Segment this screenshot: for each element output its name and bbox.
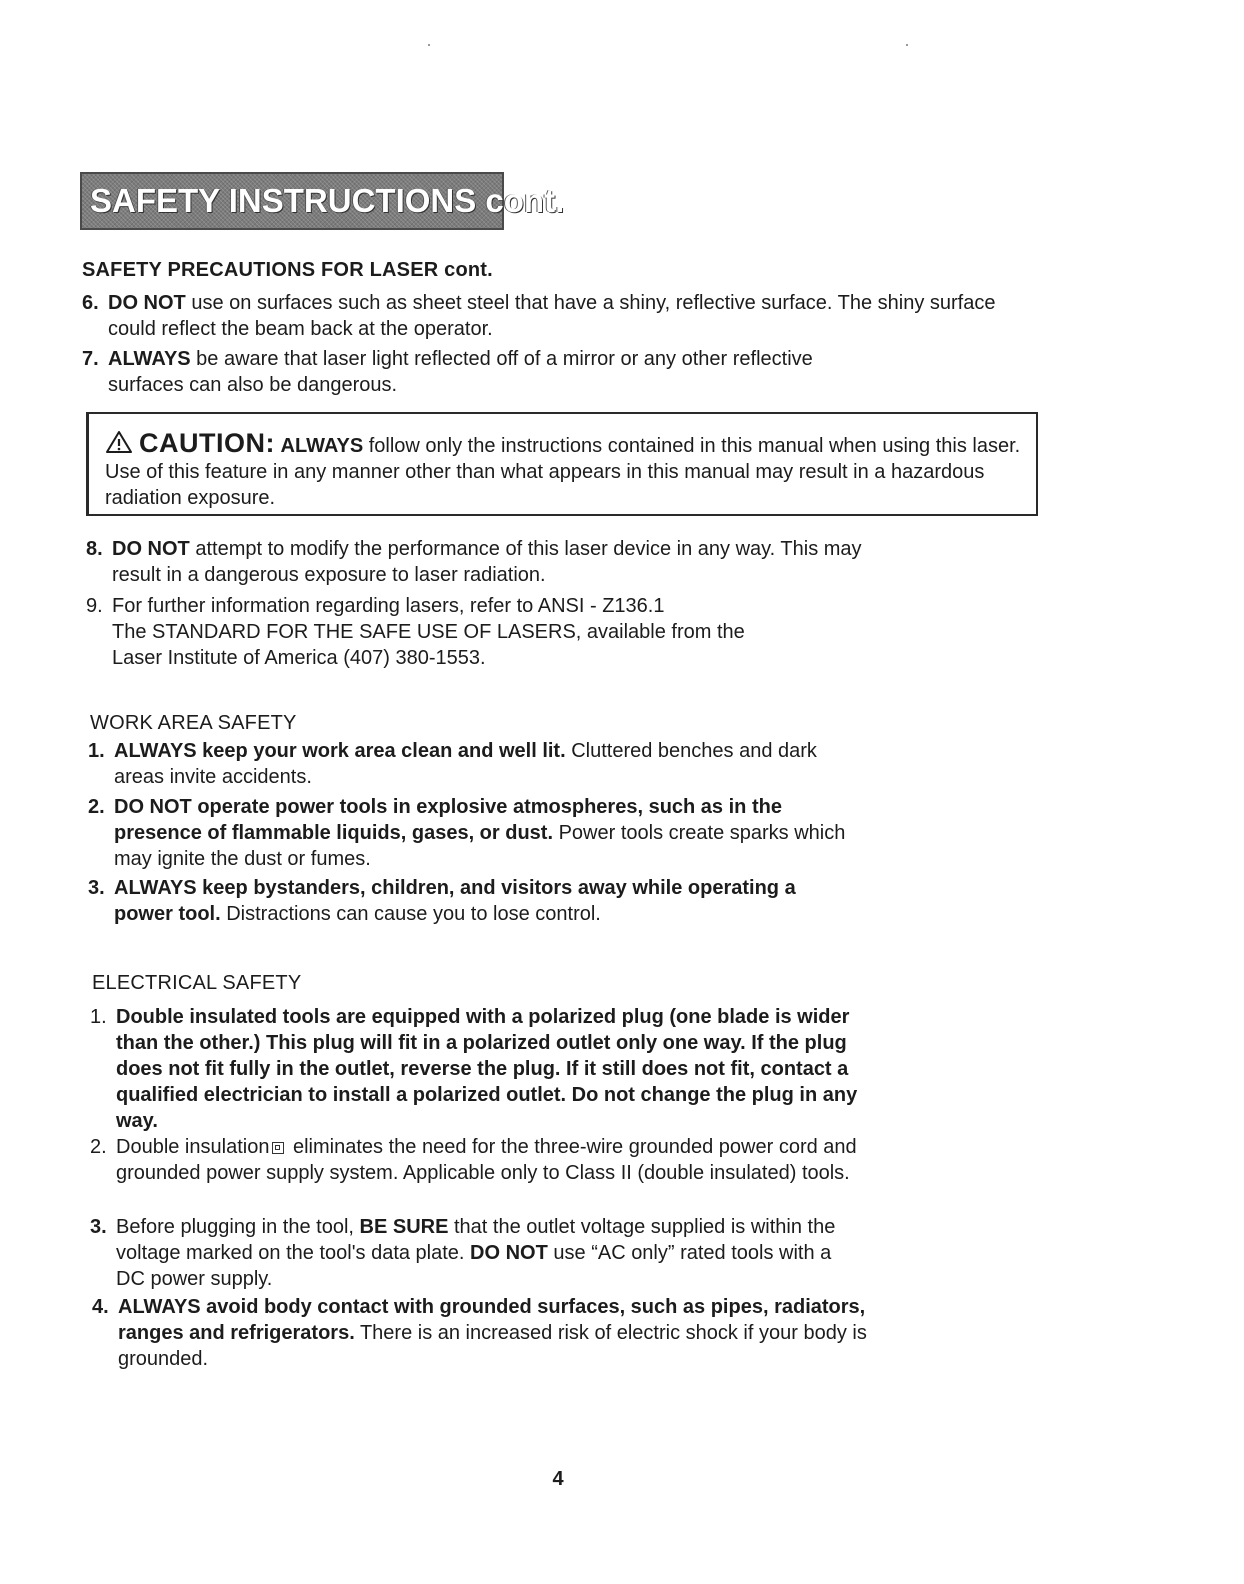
- item-text: be aware that laser light reflected off of a mirror or any other reflective surfaces can also be dangerous.: [108, 348, 813, 396]
- item-number: 9.: [86, 595, 103, 617]
- electrical-heading: ELECTRICAL SAFETY: [92, 972, 302, 994]
- item-lead: ALWAYS: [108, 348, 191, 370]
- item-text: There is an increased risk of electric shock if your body is grounded.: [118, 1322, 867, 1370]
- scan-speck: [906, 44, 908, 46]
- banner-title: SAFETY INSTRUCTIONS cont.: [90, 182, 565, 219]
- item-number: 8.: [86, 538, 103, 560]
- work-area-heading: WORK AREA SAFETY: [90, 712, 297, 734]
- item-bold: ALWAYS keep bystanders, children, and visitors away while operating a power tool.: [114, 877, 796, 925]
- caution-box: [86, 412, 1038, 516]
- laser-section-heading: SAFETY PRECAUTIONS FOR LASER cont.: [82, 259, 493, 281]
- item-bold: DO NOT operate power tools in explosive atmospheres, such as in the presence of flammable liquids, gases, or dust.: [114, 796, 782, 844]
- list-item: [86, 536, 876, 588]
- item-bold: ALWAYS keep your work area clean and well lit.: [114, 740, 566, 762]
- item-text: that the outlet voltage supplied is within the voltage marked on the tool's data plate.: [116, 1216, 836, 1264]
- item-text-line: Laser Institute of America (407) 380-1553.: [112, 647, 486, 669]
- list-item: [82, 290, 1022, 342]
- list-item: [88, 794, 858, 872]
- item-lead: DO NOT: [470, 1242, 548, 1264]
- item-lead: DO NOT: [108, 292, 186, 314]
- double-insulation-symbol-icon: [272, 1142, 284, 1154]
- item-text: attempt to modify the performance of this laser device in any way. This may result in a dangerous exposure to laser radiation.: [112, 538, 862, 586]
- item-number: 2.: [90, 1136, 107, 1158]
- item-text: use on surfaces such as sheet steel that have a shiny, reflective surface. The shiny surface could reflect the beam back at the operator.: [108, 292, 996, 340]
- item-number: 1.: [88, 740, 105, 762]
- list-item: [88, 738, 868, 790]
- list-item: [92, 1294, 872, 1372]
- item-text: Cluttered benches and dark areas invite accidents.: [114, 740, 817, 788]
- list-item: [90, 1214, 850, 1292]
- page-number: 4: [552, 1468, 564, 1490]
- list-item: [82, 346, 842, 398]
- item-number: 3.: [88, 877, 105, 899]
- caution-label: CAUTION:: [139, 428, 275, 458]
- item-text: use “AC only” rated tools with a DC power supply.: [116, 1242, 832, 1290]
- item-bold: ALWAYS avoid body contact with grounded surfaces, such as pipes, radiators, ranges and refrigerators.: [118, 1296, 866, 1344]
- list-item: [90, 1134, 860, 1186]
- item-text-line: For further information regarding lasers, refer to ANSI - Z136.1: [112, 595, 665, 617]
- item-number: 3.: [90, 1216, 107, 1238]
- warning-triangle-icon: [105, 430, 133, 454]
- item-text: eliminates the need for the three-wire grounded power cord and grounded power supply system. Applicable only to Class II (double insulated) tools.: [116, 1136, 857, 1184]
- item-lead: BE SURE: [359, 1216, 449, 1238]
- list-item: [90, 1004, 860, 1134]
- item-text: Double insulation: [116, 1136, 270, 1158]
- caution-lead: ALWAYS: [280, 435, 364, 457]
- item-number: 7.: [82, 348, 99, 370]
- item-text: Power tools create sparks which may ignite the dust or fumes.: [114, 822, 846, 870]
- item-text: Before plugging in the tool,: [116, 1216, 360, 1238]
- item-bold: Double insulated tools are equipped with a polarized plug (one blade is wider than the other.) This plug will fit in a polarized outlet only one way. If the plug does not fit fully in the outlet, reverse the plug. If it still does not fit, contact a qualified electrician to install a polarized outlet. Do not change the plug in any way.: [116, 1006, 858, 1132]
- scan-speck: [428, 44, 430, 46]
- list-item: [86, 593, 886, 671]
- list-item: [88, 875, 808, 927]
- caution-body: follow only the instructions contained in this manual when using this laser. Use of this feature in any manner other than what appears in this manual may result in a hazardous radiation exposure.: [105, 435, 1021, 509]
- section-banner: [80, 172, 565, 230]
- item-number: 6.: [82, 292, 99, 314]
- item-number: 4.: [92, 1296, 109, 1318]
- item-number: 1.: [90, 1006, 107, 1028]
- item-text: Distractions can cause you to lose control.: [220, 903, 601, 925]
- caution-text: [105, 430, 1022, 511]
- item-lead: DO NOT: [112, 538, 190, 560]
- item-number: 2.: [88, 796, 105, 818]
- item-text-line: The STANDARD FOR THE SAFE USE OF LASERS, available from the: [112, 621, 745, 643]
